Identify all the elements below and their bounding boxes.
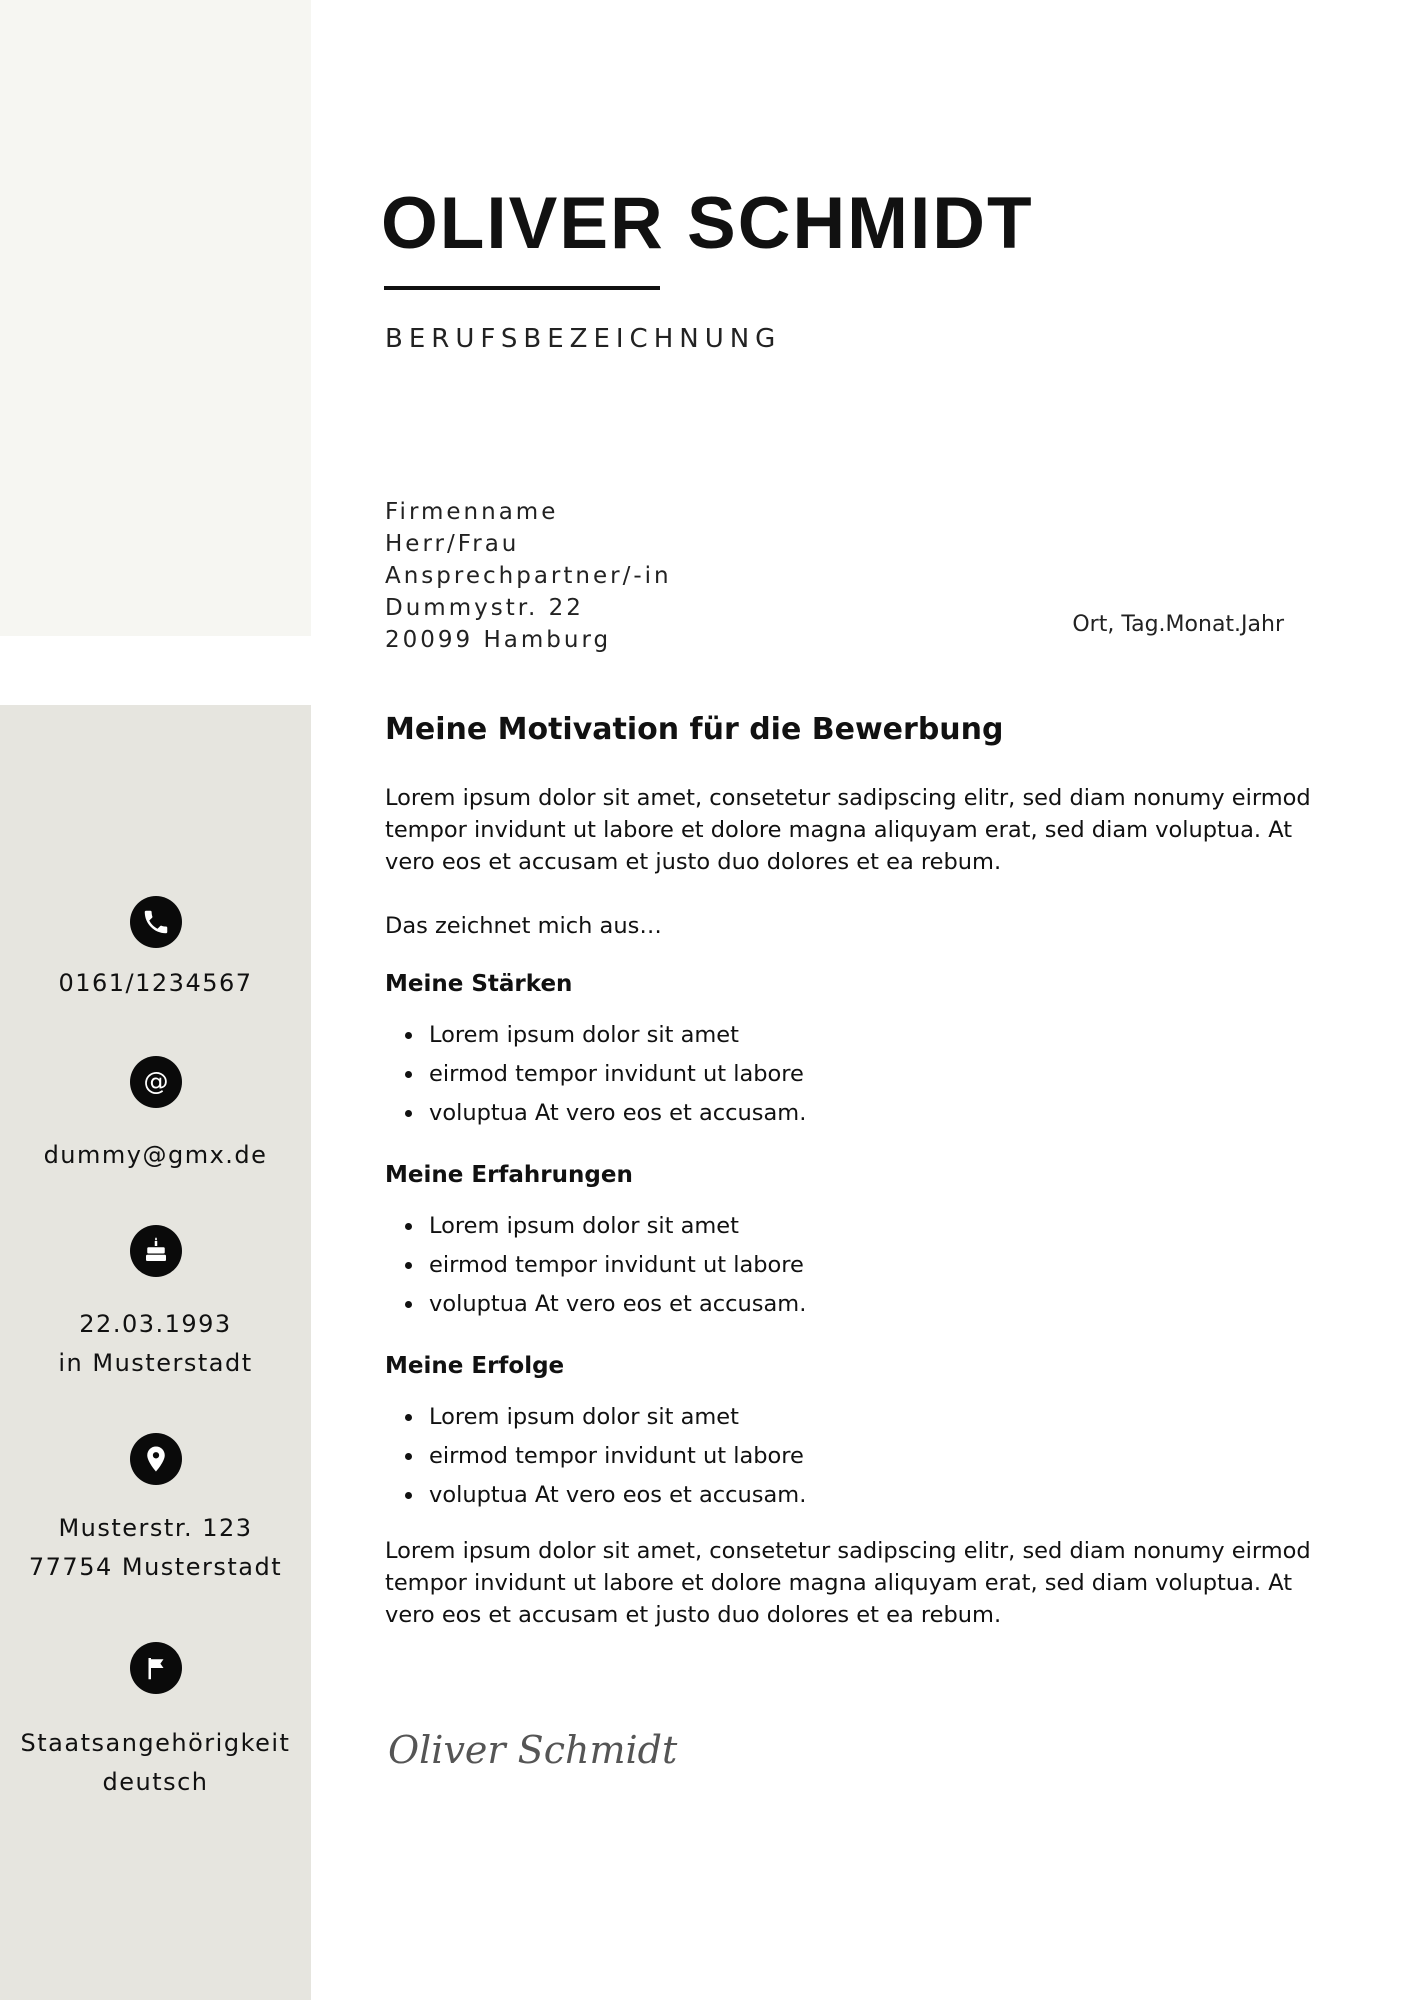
address-street: Musterstr. 123 (58, 1514, 253, 1542)
lead-text: Das zeichnet mich aus… (385, 913, 662, 939)
birth-place: in Musterstadt (58, 1349, 253, 1377)
section-title-staerken: Meine Stärken (385, 971, 573, 997)
cake-icon (130, 1225, 182, 1277)
at-icon (130, 1056, 182, 1108)
list-item: • eirmod tempor invidunt ut labore (425, 1055, 1315, 1094)
svg-text:@: @ (143, 1067, 168, 1096)
nationality-value: deutsch (102, 1768, 209, 1796)
birth-date: 22.03.1993 (79, 1310, 232, 1338)
list-item: • Lorem ipsum dolor sit amet (425, 1207, 1315, 1246)
section-title-erfahrungen: Meine Erfahrungen (385, 1162, 633, 1188)
recipient-address (385, 496, 672, 656)
phone-icon (130, 896, 182, 948)
closing-paragraph: Lorem ipsum dolor sit amet, consetetur sadipscing elitr, sed diam nonumy eirmod tempor invidunt ut labore et dolore magna aliquyam erat, sed diam voluptua. At vero eos et accusam et justo duo dolores et ea rebum. (385, 1538, 1311, 1628)
location-pin-icon (130, 1433, 182, 1485)
name-underline (384, 286, 660, 290)
list-item: • voluptua At vero eos et accusam. (425, 1476, 1315, 1515)
applicant-name: OLIVER SCHMIDT (381, 183, 1034, 264)
recipient-salutation: Herr/Frau (385, 531, 520, 557)
recipient-company: Firmenname (385, 499, 559, 525)
section-title-erfolge: Meine Erfolge (385, 1353, 565, 1379)
list-item: • voluptua At vero eos et accusam. (425, 1094, 1315, 1133)
flag-icon (130, 1642, 182, 1694)
intro-paragraph: Lorem ipsum dolor sit amet, consetetur sadipscing elitr, sed diam nonumy eirmod tempor invidunt ut labore et dolore magna aliquyam erat, sed diam voluptua. At vero eos et accusam et justo duo dolores et ea rebum. (385, 785, 1311, 875)
erfahrungen-list (385, 1207, 1315, 1324)
address-city: 77754 Musterstadt (28, 1553, 283, 1581)
contact-email (0, 1056, 311, 1175)
list-item: • Lorem ipsum dolor sit amet (425, 1398, 1315, 1437)
nationality-label: Staatsangehörigkeit (20, 1729, 291, 1757)
signature: Oliver Schmidt (388, 1728, 678, 1772)
recipient-contact: Ansprechpartner/-in (385, 563, 672, 589)
list-item: • Lorem ipsum dolor sit amet (425, 1016, 1315, 1055)
phone-number: 0161/1234567 (58, 969, 253, 997)
list-item: • eirmod tempor invidunt ut labore (425, 1437, 1315, 1476)
recipient-city: 20099 Hamburg (385, 627, 612, 653)
recipient-street: Dummystr. 22 (385, 595, 584, 621)
contact-address (0, 1433, 311, 1587)
email-address: dummy@gmx.de (43, 1141, 268, 1169)
contact-phone (0, 896, 311, 1003)
contact-birth (0, 1225, 311, 1383)
list-item: • voluptua At vero eos et accusam. (425, 1285, 1315, 1324)
letter-body (385, 708, 1315, 1631)
contact-nationality (0, 1642, 311, 1802)
job-title: BERUFSBEZEICHNUNG (385, 324, 782, 354)
letter-heading: Meine Motivation für die Bewerbung (385, 712, 1004, 747)
list-item: • eirmod tempor invidunt ut labore (425, 1246, 1315, 1285)
erfolge-list (385, 1398, 1315, 1515)
staerken-list (385, 1016, 1315, 1133)
letter-date: Ort, Tag.Monat.Jahr (1072, 612, 1284, 637)
sidebar-top-panel (0, 0, 311, 636)
